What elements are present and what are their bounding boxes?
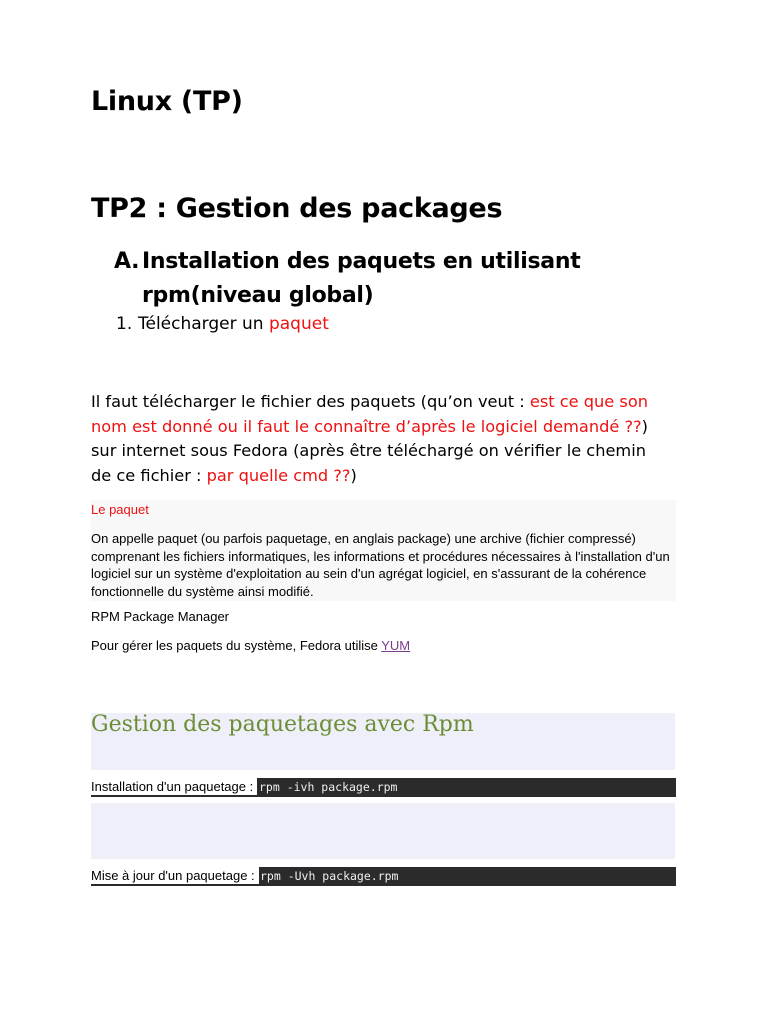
section-a-number: A.	[114, 249, 140, 274]
list-item-1	[116, 314, 329, 334]
definition-title: Le paquet	[91, 502, 149, 517]
list-item-1-text: Télécharger un	[138, 314, 269, 334]
install-command-code: rpm -ivh package.rpm	[259, 780, 398, 794]
update-command-code: rpm -Uvh package.rpm	[260, 869, 399, 883]
intro-paragraph	[91, 390, 671, 488]
section-a-text: Installation des paquets en utilisant rpm(niveau global)	[142, 249, 581, 308]
paragraph-text-1: Il faut télécharger le fichier des paquets (qu’on veut :	[91, 392, 530, 411]
tp2-heading: TP2 : Gestion des packages	[91, 193, 503, 224]
install-command-bar	[91, 778, 676, 797]
update-command-bar	[91, 867, 676, 886]
yum-link[interactable]: YUM	[381, 638, 411, 653]
gestion-heading: Gestion des paquetages avec Rpm	[91, 712, 474, 737]
paragraph-text-3: )	[350, 465, 357, 485]
empty-box	[91, 803, 675, 859]
paragraph-question-1: est ce que son nom est donné ou il faut le connaître d’après le logiciel demandé ??	[91, 392, 649, 436]
update-command-label: Mise à jour d'un paquetage :	[91, 867, 259, 884]
install-command-label: Installation d'un paquetage :	[91, 778, 257, 795]
yum-line-text: Pour gérer les paquets du système, Fedora utilise	[91, 638, 382, 653]
rpm-manager-label: RPM Package Manager	[91, 609, 230, 624]
list-item-1-number: 1.	[116, 314, 133, 334]
paragraph-question-2: par quelle cmd ??	[206, 465, 351, 485]
definition-body: On appelle paquet (ou parfois paquetage, en anglais package) une archive (fichier compressé) comprenant les fichiers informatiques, les informations et procédures nécessaires à l'installation d'un logiciel sur un système d'exploitation au sein d'un agrégat logiciel, en s'assurant de la cohérence fonctionnelle du système ainsi modifié.	[91, 531, 670, 599]
paragraph-text-2: ) sur internet sous Fedora (après être téléchargé on vérifier le chemin de ce fichier :	[91, 416, 648, 485]
document-title: Linux (TP)	[91, 86, 243, 117]
yum-line	[91, 638, 410, 653]
section-a-heading	[114, 245, 674, 313]
list-item-1-highlight: paquet	[268, 314, 329, 334]
